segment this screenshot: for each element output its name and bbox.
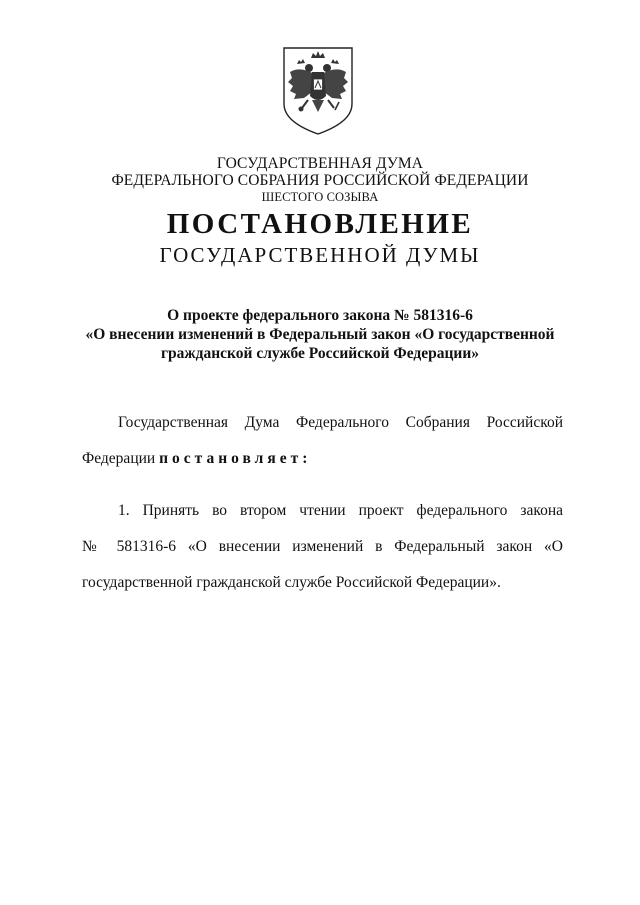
coat-of-arms-icon bbox=[278, 44, 358, 136]
org-line-3: ШЕСТОГО СОЗЫВА bbox=[261, 190, 379, 204]
document-subject bbox=[0, 306, 640, 363]
resolves-emphasis: постановляет: bbox=[159, 450, 312, 467]
issuing-organization bbox=[0, 155, 640, 205]
document-subtitle: ГОСУДАРСТВЕННОЙ ДУМЫ bbox=[159, 243, 481, 267]
document-title: ПОСТАНОВЛЕНИЕ bbox=[166, 208, 474, 240]
subject-line-3: гражданской службе Российской Федерации» bbox=[160, 345, 480, 362]
clause-1-line-2: № 581316-6 «О внесении изменений в Федеральный закон «О bbox=[82, 538, 563, 555]
preamble-line-1: Государственная Дума Федерального Собрания Российской bbox=[118, 414, 563, 431]
preamble-text: Федерации bbox=[82, 450, 156, 467]
clause-1-line-1: 1. Принять во втором чтении проект федерального закона bbox=[118, 502, 563, 519]
clause-1-line-3: государственной гражданской службе Российской Федерации». bbox=[82, 574, 501, 591]
subject-line-2: «О внесении изменений в Федеральный закон «О государственной bbox=[85, 326, 555, 343]
org-line-2: ФЕДЕРАЛЬНОГО СОБРАНИЯ РОССИЙСКОЙ ФЕДЕРАЦИИ bbox=[111, 172, 529, 189]
subject-line-1: О проекте федерального закона № 581316-6 bbox=[167, 307, 473, 324]
org-line-1: ГОСУДАРСТВЕННАЯ ДУМА bbox=[216, 155, 424, 172]
preamble-line-2 bbox=[82, 450, 563, 468]
